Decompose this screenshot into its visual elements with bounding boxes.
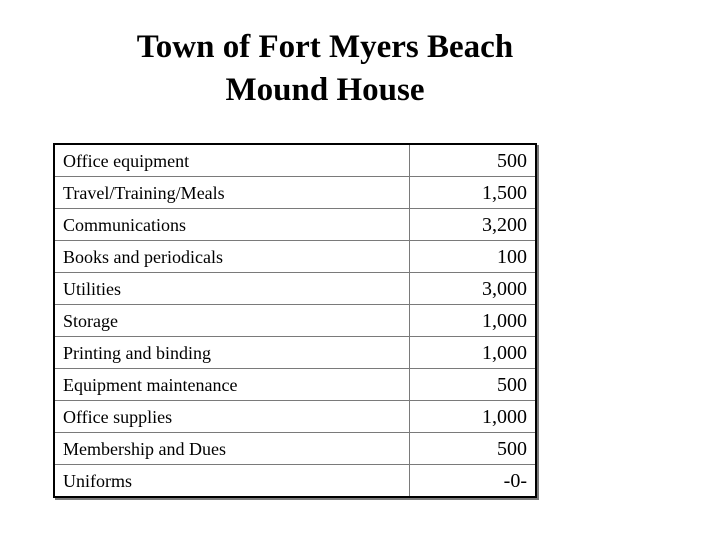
item-cell: Membership and Dues bbox=[54, 433, 410, 465]
table-row bbox=[54, 401, 536, 433]
amount-cell: -0- bbox=[410, 465, 537, 498]
budget-table bbox=[53, 143, 537, 498]
table-row bbox=[54, 273, 536, 305]
amount-cell: 1,000 bbox=[410, 305, 537, 337]
title-line-town: Town of Fort Myers Beach bbox=[136, 29, 514, 65]
amount-cell: 1,000 bbox=[410, 401, 537, 433]
table-row bbox=[54, 337, 536, 369]
table-row bbox=[54, 305, 536, 337]
amount-cell: 3,200 bbox=[410, 209, 537, 241]
item-cell: Utilities bbox=[54, 273, 410, 305]
title-line-subtitle: Mound House bbox=[225, 72, 425, 108]
table-row bbox=[54, 433, 536, 465]
table-row bbox=[54, 144, 536, 177]
amount-cell: 500 bbox=[410, 433, 537, 465]
item-cell: Equipment maintenance bbox=[54, 369, 410, 401]
item-cell: Communications bbox=[54, 209, 410, 241]
amount-cell: 1,000 bbox=[410, 337, 537, 369]
page-title bbox=[0, 26, 650, 112]
item-cell: Uniforms bbox=[54, 465, 410, 498]
item-cell: Office equipment bbox=[54, 144, 410, 177]
amount-cell: 100 bbox=[410, 241, 537, 273]
table-row bbox=[54, 465, 536, 498]
amount-cell: 500 bbox=[410, 369, 537, 401]
amount-cell: 3,000 bbox=[410, 273, 537, 305]
table-row bbox=[54, 241, 536, 273]
item-cell: Printing and binding bbox=[54, 337, 410, 369]
table-row bbox=[54, 369, 536, 401]
item-cell: Travel/Training/Meals bbox=[54, 177, 410, 209]
table-row bbox=[54, 209, 536, 241]
amount-cell: 1,500 bbox=[410, 177, 537, 209]
item-cell: Office supplies bbox=[54, 401, 410, 433]
amount-cell: 500 bbox=[410, 144, 537, 177]
table-row bbox=[54, 177, 536, 209]
item-cell: Storage bbox=[54, 305, 410, 337]
item-cell: Books and periodicals bbox=[54, 241, 410, 273]
